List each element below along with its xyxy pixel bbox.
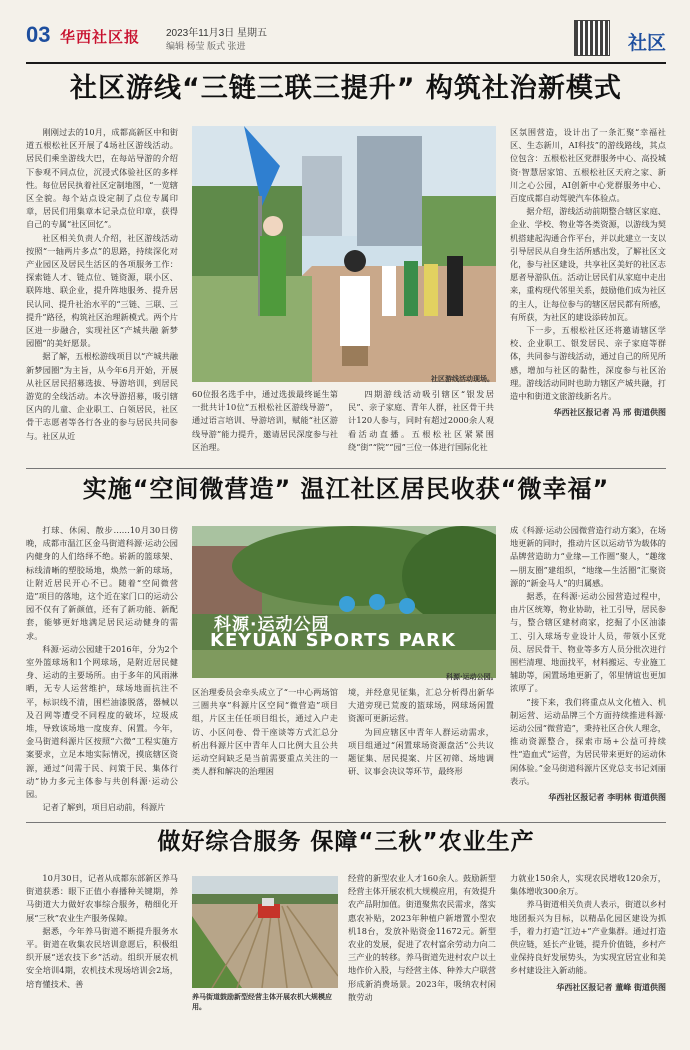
paragraph: 据了解，五根松游线项目以“产城共融 新梦园圈”为主旨，从今年6月开始，开展从社区居民招募选拔、导游培训，到居民游览的全线活动。本次导游招募，吸引辖区内的儿童、企业职工、白领居民，社区骨干志愿者等各行各业的参与居民共同参与。社区从近 (26, 351, 178, 441)
paragraph: 经营的新型农业人才160余人。鼓励新型经营主体开展农机大规模应用，有效提升农产品附加值。街道聚焦农民需求，落实惠农补贴，2023年种植户新增置小型农机18台，发放补贴资金11672元。新型农业的发展，促进了农村富余劳动力向二三产业的转移。养马街道先进村农户以土地作价入股，与经营主体、种养大户联营形成新消费场景。2023年，吸纳农村闲散劳动 (348, 873, 496, 1002)
paragraph: 四期游线活动吸引辖区“银发居民”、亲子家庭、青年人群，社区骨干共计120人参与，同时有超过2000余人观看活动直播。五根松社区紧紧围绕“街”“院”“园”三位一体进行国际化社 (348, 389, 494, 452)
section-divider (26, 468, 666, 469)
farm-machine-photo (192, 876, 338, 988)
article-autumn-farming (26, 830, 666, 1040)
photo-caption: 社区游线活动现场。 (431, 375, 494, 383)
article-column-2a (192, 388, 338, 454)
paragraph: 据悉，在科源·运动公园营造过程中，由片区统筹，物业协助，社工引导，居民参与，整合辖区建材商家，挖掘了小区油漆工、引入球场专业设计人员，带领小区党员、居民骨干、物业等多方人员分批次进行围栏清理、地面找平，材料搬运、专业施工辅助等，闲置场地更新了，邻里情谊也更加浓厚了。 (510, 591, 666, 694)
page-number: 03 (26, 22, 51, 47)
article-column-1 (26, 126, 178, 443)
section-name: 社区 (627, 33, 666, 54)
park-sign-english: KEYUAN SPORTS PARK (210, 630, 456, 651)
paragraph: 据介绍，游线活动前期整合辖区家庭、企业、学校、物业等各类资源，以游线为契机搭建起沟通合作平台，并以此建立一支以引导居民从自身生活所感出发，了解社区文化，参与社区建设，共享社区美好的社区志愿者导游队伍。活动让居民们从家庭中走出来，重构现代邻里关系，鼓励他们成为社区的主人，让每位参与的辖区居民都有所感，有所获，为社区的建设添砖加瓦。 (510, 206, 666, 322)
byline: 华西社区报记者 冯 邢 街道供图 (553, 408, 666, 418)
paragraph: 社区相关负责人介绍，社区游线活动按照“一轴两片多点”的思路，持续深化对产业园区及居民生活区的各项服务工作：探索链人才、链点位、链资源，联小区、联阵地、联企业，提升阵地服务、提升居民认同、提升社治水平的“三链、三联、三提升”路径，构筑社区治理新模式。两个片区进一步融合，实现社区“产城共融 新梦园圈”的美好愿景。 (26, 232, 178, 349)
article-column-2b (348, 388, 494, 454)
paragraph: 区氛围营造，设计出了一条汇聚“幸福社区、生态新川，AI科技”的游线路线，其点位包含：五根松社区党群服务中心、高投城资·智慧居家馆、五根松社区天府之家、新川之心公园，AI创新中心党群服务中心、百度成都自动驾驶汽车体验点。 (510, 127, 666, 204)
paragraph: 境，并经意见征集，汇总分析得出新华大道旁现已荒废的篮球场，网球场闲置资源可更新运营。 (348, 687, 494, 724)
qr-code-icon (574, 20, 610, 56)
masthead (26, 18, 666, 64)
headline: 做好综合服务 保障“三秋”农业生产 (157, 829, 535, 855)
headline: 社区游线“三链三联三提升” 构筑社治新模式 (70, 73, 622, 104)
paragraph: 为回应辖区中青年人群运动需求，项目组通过“闲置球场资源盘活”公共议题征集、居民提案、片区初筛、场地调研、议事会决议等环节，最终形 (348, 726, 494, 777)
paragraph: “接下来，我们将重点从文化植入、机制运营、运动品牌三个方面持续推进科源·运动公园“微营造”，秉持社区合伙人理念，推动资源整合，探索市场+公益可持续性“造血式”运营，为居民带来更好的运动休闲体验。”金马街道科源片区党总支书记刘丽表示。 (510, 696, 666, 786)
photo-caption: 科源·运动公园。 (446, 673, 498, 681)
tour-photo (192, 126, 496, 382)
paragraph: 力就业150余人，实现农民增收120余万，集体增收300余万。 (510, 873, 666, 897)
headline: 实施“空间微营造” 温江社区居民收获“微幸福” (82, 475, 610, 503)
article-column-1 (26, 872, 178, 991)
paragraph: 下一步，五根松社区还将邀请辖区学校、企业职工、银发居民、亲子家庭等群体，共同参与游线活动，通过自己的所见所感，增加与社区的黏性，深度参与社区治理。游线活动同时也助力辖区产城共融，打造中和街道文旅游线新名片。 (510, 325, 666, 402)
article-column-2b (348, 686, 494, 778)
paragraph: 60位报名选手中，通过选拔最终诞生第一批共计10位“五根松社区游线导游”，通过语言培训、导游培训，赋能“社区游线导游”能力提升，邀请居民深度参与社区治理。 (192, 389, 338, 452)
paragraph: 记者了解到，项目启动前，科源片 (42, 802, 166, 813)
paragraph: 区治理委员会牵头成立了“一中心两场馆三圈共享”科源片区空间“微营造”项目组，片区主任任项目组长，通过入户走访、小区问卷、骨干座谈等方式汇总分析出科源片区中青年人口比例大且公共运动空间缺乏是当前需要重点关注的一类人群和解决的治理困 (192, 687, 338, 777)
paragraph: 10月30日，记者从成都东部新区养马街道获悉：眼下正值小春播种关键期，养马街道大力做好农事综合服务，精细化开展“三秋”农业生产服务保障。 (26, 873, 178, 923)
byline: 华西社区报记者 董峰 街道供图 (556, 982, 666, 992)
paragraph: 科源·运动公园建于2016年，分为2个室外篮球场和1个网球场，是附近居民健身、运动的主要场所。由于多年的风雨淋晒，无专人运营维护，球场地面抗注不平，标识线不清，围栏油漆脱落，器械以及召网等遭受不同程度的破坏，垃圾成堆，导致该场地一度废弃、闲置。今年，金马街道科源片区按照“六微”工程实施方案要求，立足本地实际情况，摸底辖区资源，通过“问需于民、问策于民、集体行动”协力多元主体参与共创科源·运动公园。 (26, 643, 178, 800)
paragraph: 据悉，今年养马街道不断提升服务水平。街道在收集农民培训意愿后，积极组织开展“送农技下乡”活动。组织开展农机安全培训4期，农机技术现场培训会2场，培育懂技术、善 (26, 925, 178, 989)
paragraph: 打球、休闲、散步……10月30日傍晚，成都市温江区金马街道科源·运动公园内健身的人们络绎不绝。崭新的篮球架、标线清晰的塑胶场地，焕然一新的球场，让附近居民开心不已。随着“空间微营造”项目的落地，这个近在家门口的运动公园不仅有了新颜值，还有了新功能、新配套，能够更好地满足居民运动健身的需求。 (26, 525, 178, 641)
photo-caption: 养马街道鼓励新型经营主体开展农机大规模应用。 (192, 993, 332, 1011)
article-column-2 (348, 872, 496, 1004)
article-column-3 (510, 524, 666, 804)
editor-credits: 编辑 杨莹 版式 张进 (166, 41, 246, 51)
article-column-2a (192, 686, 338, 778)
article-sports-park (26, 476, 666, 816)
park-sign-chinese: 科源·运动公园 (214, 615, 330, 635)
section-divider (26, 822, 666, 823)
article-column-1 (26, 524, 178, 814)
paragraph: 成《科源·运动公园微营造行动方案》，在场地更新的同时，推动片区以运动节为载体的品牌营造助力“业缘—工作圈”聚人，“趣缘—朋友圈”建组织，“地缘—生活圈”汇聚资源的“新金马人”的归属感。 (510, 525, 666, 588)
byline: 华西社区报记者 李明林 街道供图 (548, 793, 666, 803)
paragraph: 养马街道相关负责人表示，街道以乡村地团振兴为目标，以精品化园区建设为抓手，着力打造“江边+”产业集群。通过打造供应链，延长产业链，提升价值链，乡村产业保持良好发展势头，为实现宜居宜业和美乡村建设注入新动能。 (510, 899, 666, 976)
paragraph: 刚刚过去的10月，成都高新区中和街道五根松社区开展了4场社区游线活动。居民们乘坐游线大巴，在每站导游的介绍下参观不同点位，沉浸式体验社区的多样性。每位居民执着社区定制地图，“一览辖区全貌。每个站点设定制了点位专属印章，居民们用集章本记录点位印章，获得自己的专属“社区回忆”。 (26, 127, 178, 230)
issue-date: 2023年11月3日 星期五 (166, 28, 267, 39)
article-community-tour (26, 72, 666, 462)
newspaper-brand: 华西社区报 (60, 29, 141, 46)
article-column-3 (510, 872, 666, 994)
article-column-3 (510, 126, 666, 419)
sports-park-photo (192, 526, 496, 678)
